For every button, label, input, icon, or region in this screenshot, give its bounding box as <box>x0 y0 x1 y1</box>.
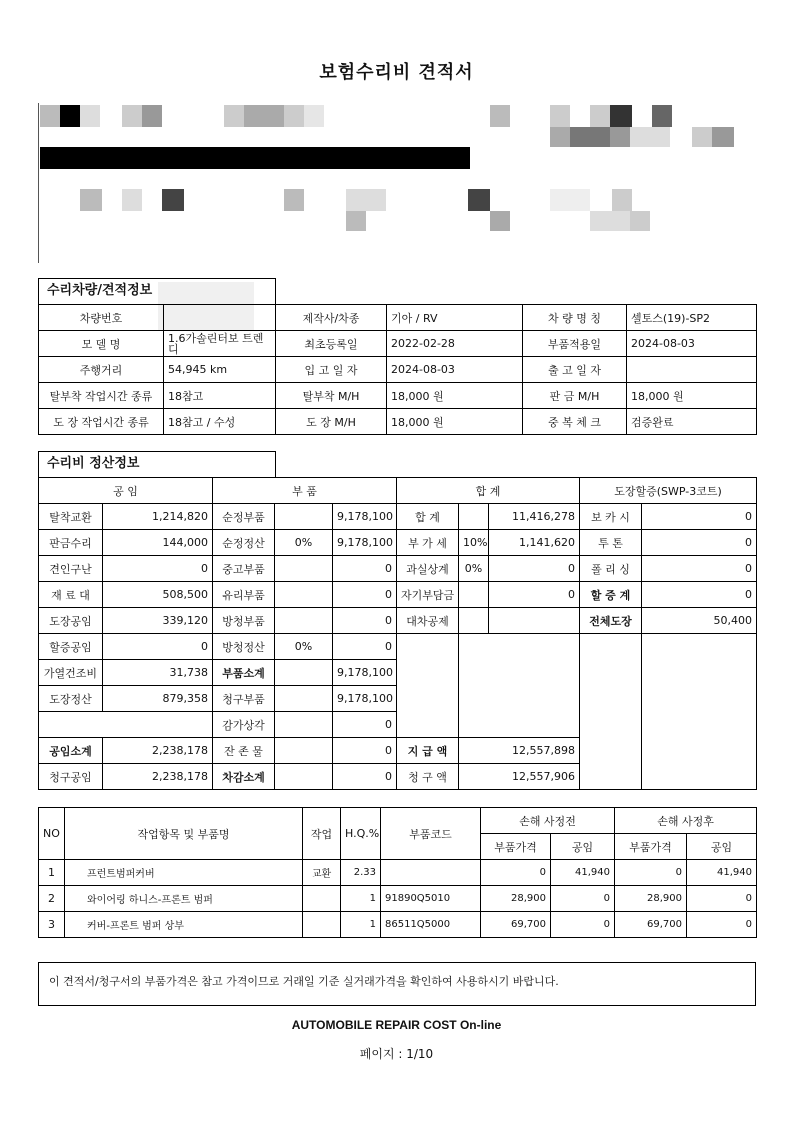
labor-header: 공 임 <box>39 478 213 504</box>
table-row <box>39 634 757 660</box>
total-value: 0 <box>489 556 580 582</box>
parts-header: 부 품 <box>213 478 397 504</box>
total-value: 12,557,906 <box>459 764 580 790</box>
field-label: 입 고 일 자 <box>276 357 387 383</box>
field-value: 검증완료 <box>627 409 757 435</box>
page-indicator: 페이지 : 1/10 <box>359 1047 434 1061</box>
field-value: 18,000 원 <box>387 409 523 435</box>
paint-value: 0 <box>642 504 757 530</box>
paint-label: 전체도장 <box>580 608 642 634</box>
row-number: 3 <box>39 912 65 938</box>
work-type: 교환 <box>303 860 341 886</box>
parts-label: 유리부품 <box>213 582 275 608</box>
row-number: 2 <box>39 886 65 912</box>
table-header-row <box>39 478 757 504</box>
parts-value: 0 <box>333 556 397 582</box>
field-value: 54,945 km <box>164 357 276 383</box>
table-row <box>39 912 757 938</box>
footer-brand: AUTOMOBILE REPAIR COST On-line <box>291 1018 502 1032</box>
parts-rate: 0% <box>275 530 333 556</box>
table-row <box>39 383 757 409</box>
hq-value: 1 <box>341 912 381 938</box>
parts-label: 중고부품 <box>213 556 275 582</box>
parts-rate <box>275 764 333 790</box>
field-value: 18,000 원 <box>627 383 757 409</box>
labor-label: 재 료 대 <box>39 582 103 608</box>
item-name: 커버-프론트 범퍼 상부 <box>65 912 303 938</box>
total-label: 청 구 액 <box>397 764 459 790</box>
table-row <box>39 860 757 886</box>
paint-value: 50,400 <box>642 608 757 634</box>
item-name: 프런트범퍼커버 <box>65 860 303 886</box>
parts-rate <box>275 660 333 686</box>
labor-before: 0 <box>551 912 615 938</box>
parts-label: 부품소계 <box>213 660 275 686</box>
field-value: 셀토스(19)-SP2 <box>627 305 757 331</box>
paint-label: 할 증 계 <box>580 582 642 608</box>
item-name: 와이어링 하니스-프론트 범퍼 <box>65 886 303 912</box>
field-label: 최초등록일 <box>276 331 387 357</box>
empty-cell <box>39 712 213 738</box>
labor-value: 508,500 <box>103 582 213 608</box>
labor-label: 공임소계 <box>39 738 103 764</box>
total-label: 과실상계 <box>397 556 459 582</box>
labor-before: 41,940 <box>551 860 615 886</box>
total-label: 대차공제 <box>397 608 459 634</box>
part-price-after: 28,900 <box>615 886 687 912</box>
labor-value: 0 <box>103 556 213 582</box>
table-row <box>39 504 757 530</box>
total-rate <box>459 504 489 530</box>
work-type <box>303 886 341 912</box>
field-label: 차량번호 <box>39 305 164 331</box>
table-row <box>39 530 757 556</box>
parts-label: 방청부품 <box>213 608 275 634</box>
labor-value: 339,120 <box>103 608 213 634</box>
redacted-header <box>38 103 758 263</box>
parts-label: 방청정산 <box>213 634 275 660</box>
part-price-after: 69,700 <box>615 912 687 938</box>
field-value: 18참고 / 수성 <box>164 409 276 435</box>
table-row <box>39 608 757 634</box>
labor-label: 할증공임 <box>39 634 103 660</box>
parts-value: 0 <box>333 634 397 660</box>
field-label: 탈부착 M/H <box>276 383 387 409</box>
parts-value: 0 <box>333 608 397 634</box>
row-number: 1 <box>39 860 65 886</box>
parts-value: 0 <box>333 582 397 608</box>
parts-value: 9,178,100 <box>333 660 397 686</box>
labor-value: 2,238,178 <box>103 738 213 764</box>
field-value: 18,000 원 <box>387 383 523 409</box>
part-price-before: 69,700 <box>481 912 551 938</box>
labor-label: 도장공임 <box>39 608 103 634</box>
field-value: 1.6가솔린터보 트렌디 <box>164 331 276 357</box>
parts-rate <box>275 686 333 712</box>
paint-surcharge-header: 도장할증(SWP-3코트) <box>580 478 757 504</box>
labor-value: 879,358 <box>103 686 213 712</box>
table-row <box>39 357 757 383</box>
parts-rate <box>275 504 333 530</box>
field-value: 기아 / RV <box>387 305 523 331</box>
field-value <box>164 305 276 331</box>
field-value: 2024-08-03 <box>627 331 757 357</box>
parts-label: 감가상각 <box>213 712 275 738</box>
total-value: 1,141,620 <box>489 530 580 556</box>
total-label: 자기부담금 <box>397 582 459 608</box>
work-header: 작업 <box>303 808 341 860</box>
parts-label: 순정부품 <box>213 504 275 530</box>
field-value: 2024-08-03 <box>387 357 523 383</box>
paint-label: 투 톤 <box>580 530 642 556</box>
empty-cell <box>580 634 642 790</box>
after-adjust-header: 손해 사정후 <box>615 808 757 834</box>
labor-label: 견인구난 <box>39 556 103 582</box>
vehicle-section-title: 수리차량/견적정보 <box>38 278 276 304</box>
vehicle-info-table <box>38 304 757 435</box>
parts-rate <box>275 582 333 608</box>
total-label: 지 급 액 <box>397 738 459 764</box>
empty-cell <box>642 634 757 790</box>
field-label: 모 델 명 <box>39 331 164 357</box>
field-label: 중 복 체 크 <box>523 409 627 435</box>
labor-label: 도장정산 <box>39 686 103 712</box>
field-value: 2022-02-28 <box>387 331 523 357</box>
hq-value: 2.33 <box>341 860 381 886</box>
parts-rate: 0% <box>275 634 333 660</box>
parts-value: 0 <box>333 764 397 790</box>
total-rate <box>459 608 489 634</box>
labor-before: 0 <box>551 886 615 912</box>
notice-box: 이 견적서/청구서의 부품가격은 참고 가격이므로 거래일 기준 실거래가격을 확인하여 사용하시기 바랍니다. <box>38 962 756 1006</box>
paint-label: 보 카 시 <box>580 504 642 530</box>
total-rate: 10% <box>459 530 489 556</box>
labor-after: 0 <box>687 912 757 938</box>
field-value: 18참고 <box>164 383 276 409</box>
table-row <box>39 556 757 582</box>
parts-label: 순정정산 <box>213 530 275 556</box>
labor-value: 144,000 <box>103 530 213 556</box>
labor-value: 2,238,178 <box>103 764 213 790</box>
parts-value: 0 <box>333 738 397 764</box>
field-label: 주행거리 <box>39 357 164 383</box>
empty-cell <box>397 634 459 738</box>
table-row <box>39 582 757 608</box>
document-title: 보험수리비 견적서 <box>319 62 474 83</box>
field-label: 부품적용일 <box>523 331 627 357</box>
parts-rate <box>275 556 333 582</box>
empty-cell <box>459 634 580 738</box>
total-value: 11,416,278 <box>489 504 580 530</box>
parts-label: 청구부품 <box>213 686 275 712</box>
total-rate: 0% <box>459 556 489 582</box>
part-price-before: 28,900 <box>481 886 551 912</box>
paint-value: 0 <box>642 530 757 556</box>
parts-rate <box>275 608 333 634</box>
part-code: 91890Q5010 <box>381 886 481 912</box>
settlement-section-title: 수리비 정산정보 <box>38 451 276 477</box>
part-price-before: 0 <box>481 860 551 886</box>
total-value <box>489 608 580 634</box>
total-header: 합 계 <box>397 478 580 504</box>
labor-header: 공임 <box>551 834 615 860</box>
table-row <box>39 305 757 331</box>
field-label: 탈부착 작업시간 종류 <box>39 383 164 409</box>
part-price-header: 부품가격 <box>615 834 687 860</box>
part-code <box>381 860 481 886</box>
paint-label: 폴 리 싱 <box>580 556 642 582</box>
field-label: 도 장 작업시간 종류 <box>39 409 164 435</box>
parts-rate <box>275 712 333 738</box>
labor-header: 공임 <box>687 834 757 860</box>
total-rate <box>459 582 489 608</box>
parts-label: 잔 존 물 <box>213 738 275 764</box>
labor-label: 청구공임 <box>39 764 103 790</box>
parts-value: 9,178,100 <box>333 686 397 712</box>
total-label: 부 가 세 <box>397 530 459 556</box>
field-label: 제작사/차종 <box>276 305 387 331</box>
labor-label: 탈착교환 <box>39 504 103 530</box>
field-label: 차 량 명 칭 <box>523 305 627 331</box>
no-header: NO <box>39 808 65 860</box>
field-label: 출 고 일 자 <box>523 357 627 383</box>
parts-value: 0 <box>333 712 397 738</box>
part-price-after: 0 <box>615 860 687 886</box>
part-code: 86511Q5000 <box>381 912 481 938</box>
table-row <box>39 331 757 357</box>
before-adjust-header: 손해 사정전 <box>481 808 615 834</box>
code-header: 부품코드 <box>381 808 481 860</box>
parts-label: 차감소계 <box>213 764 275 790</box>
table-row <box>39 409 757 435</box>
field-label: 도 장 M/H <box>276 409 387 435</box>
labor-label: 판금수리 <box>39 530 103 556</box>
work-items-table <box>38 807 757 938</box>
labor-value: 31,738 <box>103 660 213 686</box>
field-value <box>627 357 757 383</box>
total-value: 12,557,898 <box>459 738 580 764</box>
paint-value: 0 <box>642 556 757 582</box>
work-type <box>303 912 341 938</box>
table-row <box>39 886 757 912</box>
labor-value: 1,214,820 <box>103 504 213 530</box>
labor-after: 41,940 <box>687 860 757 886</box>
part-price-header: 부품가격 <box>481 834 551 860</box>
labor-after: 0 <box>687 886 757 912</box>
item-header: 작업항목 및 부품명 <box>65 808 303 860</box>
table-header-row <box>39 808 757 834</box>
field-label: 판 금 M/H <box>523 383 627 409</box>
total-value: 0 <box>489 582 580 608</box>
labor-value: 0 <box>103 634 213 660</box>
paint-value: 0 <box>642 582 757 608</box>
total-label: 합 계 <box>397 504 459 530</box>
parts-value: 9,178,100 <box>333 504 397 530</box>
settlement-table <box>38 477 757 790</box>
parts-rate <box>275 738 333 764</box>
hq-header: H.Q.% <box>341 808 381 860</box>
parts-value: 9,178,100 <box>333 530 397 556</box>
labor-label: 가열건조비 <box>39 660 103 686</box>
hq-value: 1 <box>341 886 381 912</box>
